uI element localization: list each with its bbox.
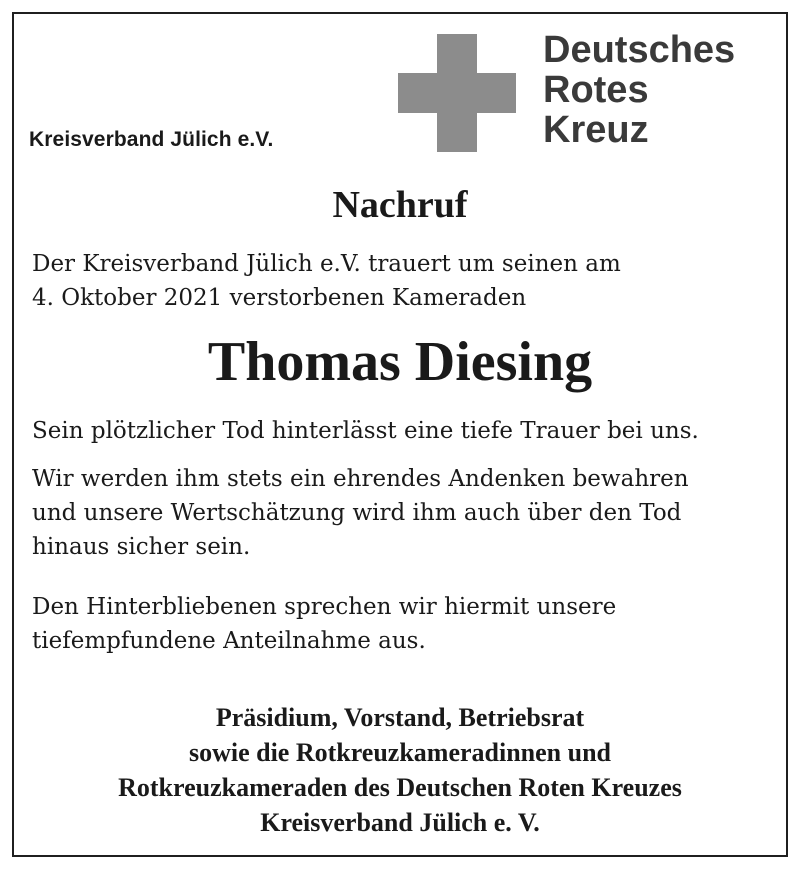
paragraph-3-line-1: Den Hinterbliebenen sprechen wir hiermit unsere (32, 594, 617, 620)
paragraph-2-line-2: und unsere Wertschätzung wird ihm auch über den Tod (32, 500, 682, 526)
intro-line-1: Der Kreisverband Jülich e.V. trauert um seinen am (32, 251, 621, 277)
cross-horizontal-bar (398, 73, 516, 113)
signature-block (0, 700, 800, 840)
paragraph-remembrance (32, 462, 689, 564)
intro-line-2: 4. Oktober 2021 verstorbenen Kameraden (32, 285, 527, 311)
deceased-name: Thomas Diesing (207, 331, 593, 393)
signature-line-3: Rotkreuzkameraden des Deutschen Roten Kreuzes (118, 773, 682, 802)
paragraph-1-line: Sein plötzlicher Tod hinterlässt eine tiefe Trauer bei uns. (32, 418, 699, 444)
brand-line-1: Deutsches (543, 29, 736, 71)
paragraph-2-line-1: Wir werden ihm stets ein ehrendes Andenken bewahren (32, 466, 689, 492)
paragraph-2-line-3: hinaus sicher sein. (32, 534, 251, 560)
intro-paragraph (32, 247, 621, 315)
brand-line-2: Rotes (543, 69, 649, 111)
paragraph-3-line-2: tiefempfundene Anteilnahme aus. (32, 628, 426, 654)
signature-line-2: sowie die Rotkreuzkameradinnen und (188, 738, 612, 767)
org-name: Kreisverband Jülich e.V. (29, 128, 274, 151)
brand-line-3: Kreuz (543, 109, 649, 151)
red-cross-icon (398, 34, 516, 152)
paragraph-condolence-1 (32, 414, 699, 448)
notice-heading: Nachruf (332, 184, 468, 226)
signature-line-4: Kreisverband Jülich e. V. (260, 808, 540, 837)
signature-line-1: Präsidium, Vorstand, Betriebsrat (215, 703, 585, 732)
brand-wordmark (543, 30, 735, 150)
paragraph-sympathy (32, 590, 616, 658)
